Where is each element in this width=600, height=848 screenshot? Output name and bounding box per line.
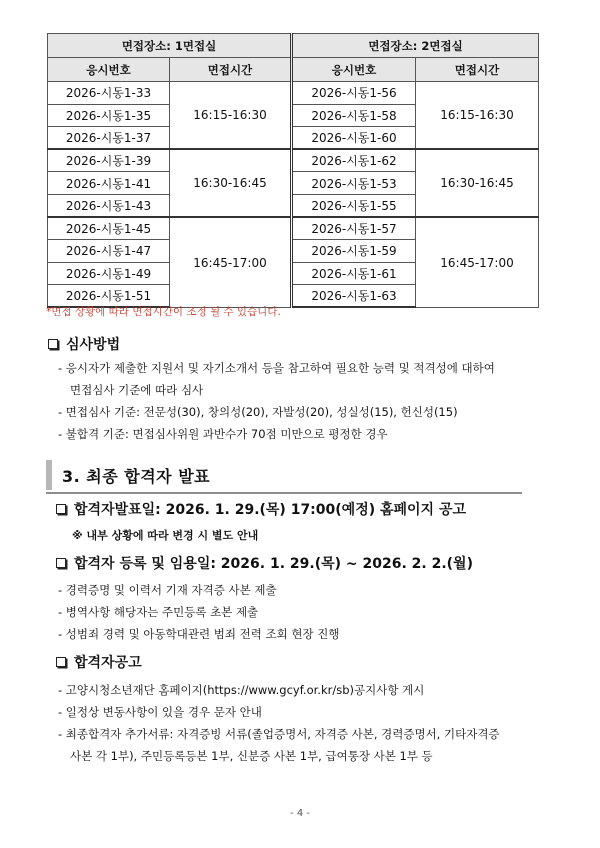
- interview-time: 16:30-16:45: [416, 149, 539, 217]
- applicant-id: 2026-시동1-37: [48, 127, 170, 150]
- notice-heading-text: 합격자공고: [74, 655, 142, 671]
- checkbox-square-icon: [56, 657, 66, 667]
- review-line-1-cont: 면접심사 기준에 따라 심사: [70, 383, 204, 397]
- interview-time: 16:15-16:30: [170, 82, 292, 150]
- announce-heading-text: 합격자발표일: 2026. 1. 29.(목) 17:00(예정) 홈페이지 공고: [74, 502, 467, 518]
- col-header-time: 면접시간: [170, 58, 292, 82]
- col-header-time: 면접시간: [416, 58, 539, 82]
- applicant-id: 2026-시동1-61: [292, 262, 416, 285]
- interview-schedule-table: [47, 33, 539, 308]
- applicant-id: 2026-시동1-49: [48, 262, 170, 285]
- checkbox-square-icon: [48, 339, 58, 349]
- applicant-id: 2026-시동1-57: [292, 217, 416, 240]
- applicant-id: 2026-시동1-39: [48, 149, 170, 172]
- register-line-3: - 성범죄 경력 및 아동학대관련 범죄 전력 조회 현장 진행: [58, 627, 340, 641]
- notice-heading: [56, 652, 142, 672]
- notice-line-3: - 최종합격자 추가서류: 자격증빙 서류(졸업증명서, 자격증 사본, 경력증명서, 기타자격증: [58, 727, 500, 741]
- applicant-id: 2026-시동1-47: [48, 240, 170, 263]
- col-header-id: 응시번호: [292, 58, 416, 82]
- notice-line-1: - 고양시청소년재단 홈페이지(https://www.gcyf.or.kr/sb)공지사항 게시: [58, 683, 425, 697]
- applicant-id: 2026-시동1-33: [48, 82, 170, 105]
- chapter-rule: [46, 492, 522, 494]
- applicant-id: 2026-시동1-45: [48, 217, 170, 240]
- applicant-id: 2026-시동1-55: [292, 194, 416, 217]
- page-number: - 4 -: [290, 808, 310, 819]
- review-line-2: - 면접심사 기준: 전문성(30), 창의성(20), 자발성(20), 성실성(15), 헌신성(15): [58, 405, 458, 419]
- applicant-id: 2026-시동1-56: [292, 82, 416, 105]
- chapter-3-title: 3. 최종 합격자 발표: [62, 466, 211, 486]
- schedule-note: *면접 상황에 따라 면접시간이 조정 될 수 있습니다.: [46, 306, 281, 318]
- register-heading-text: 합격자 등록 및 임용일: 2026. 1. 29.(목) ~ 2026. 2. 2.(월): [74, 556, 473, 572]
- announce-heading: [56, 499, 466, 519]
- register-line-1: - 경력증명 및 이력서 기재 자격증 사본 제출: [58, 583, 277, 597]
- table-row: [48, 82, 539, 105]
- interview-time: 16:45-17:00: [416, 217, 539, 307]
- review-heading-text: 심사방법: [66, 337, 121, 353]
- chapter-3-header: [46, 460, 522, 490]
- review-line-1: - 응시자가 제출한 지원서 및 자기소개서 등을 참고하여 필요한 능력 및 적격성에 대하여: [58, 361, 495, 375]
- interview-time: 16:15-16:30: [416, 82, 539, 150]
- room1-header: 면접장소: 1면접실: [48, 34, 292, 58]
- interview-time: 16:45-17:00: [170, 217, 292, 307]
- review-line-3: - 불합격 기준: 면접심사위원 과반수가 70점 미만으로 평정한 경우: [58, 427, 388, 441]
- announce-note: ※ 내부 상황에 따라 변경 시 별도 안내: [72, 529, 259, 542]
- table-row: [48, 217, 539, 240]
- review-heading: [48, 334, 120, 354]
- col-header-id: 응시번호: [48, 58, 170, 82]
- checkbox-square-icon: [56, 504, 66, 514]
- checkbox-square-icon: [56, 558, 66, 568]
- room2-header: 면접장소: 2면접실: [292, 34, 539, 58]
- applicant-id: 2026-시동1-41: [48, 172, 170, 195]
- table-row: [48, 149, 539, 172]
- notice-line-3-cont: 사본 각 1부), 주민등록등본 1부, 신분증 사본 1부, 급여통장 사본 1부 등: [70, 749, 433, 763]
- applicant-id: 2026-시동1-51: [48, 285, 170, 308]
- register-line-2: - 병역사항 해당자는 주민등록 초본 제출: [58, 605, 259, 619]
- register-heading: [56, 553, 473, 573]
- applicant-id: 2026-시동1-59: [292, 240, 416, 263]
- applicant-id: 2026-시동1-43: [48, 194, 170, 217]
- notice-line-2: - 일정상 변동사항이 있을 경우 문자 안내: [58, 705, 262, 719]
- applicant-id: 2026-시동1-35: [48, 104, 170, 127]
- applicant-id: 2026-시동1-63: [292, 285, 416, 308]
- applicant-id: 2026-시동1-58: [292, 104, 416, 127]
- applicant-id: 2026-시동1-60: [292, 127, 416, 150]
- interview-time: 16:30-16:45: [170, 149, 292, 217]
- applicant-id: 2026-시동1-53: [292, 172, 416, 195]
- chapter-bar: [46, 460, 52, 490]
- applicant-id: 2026-시동1-62: [292, 149, 416, 172]
